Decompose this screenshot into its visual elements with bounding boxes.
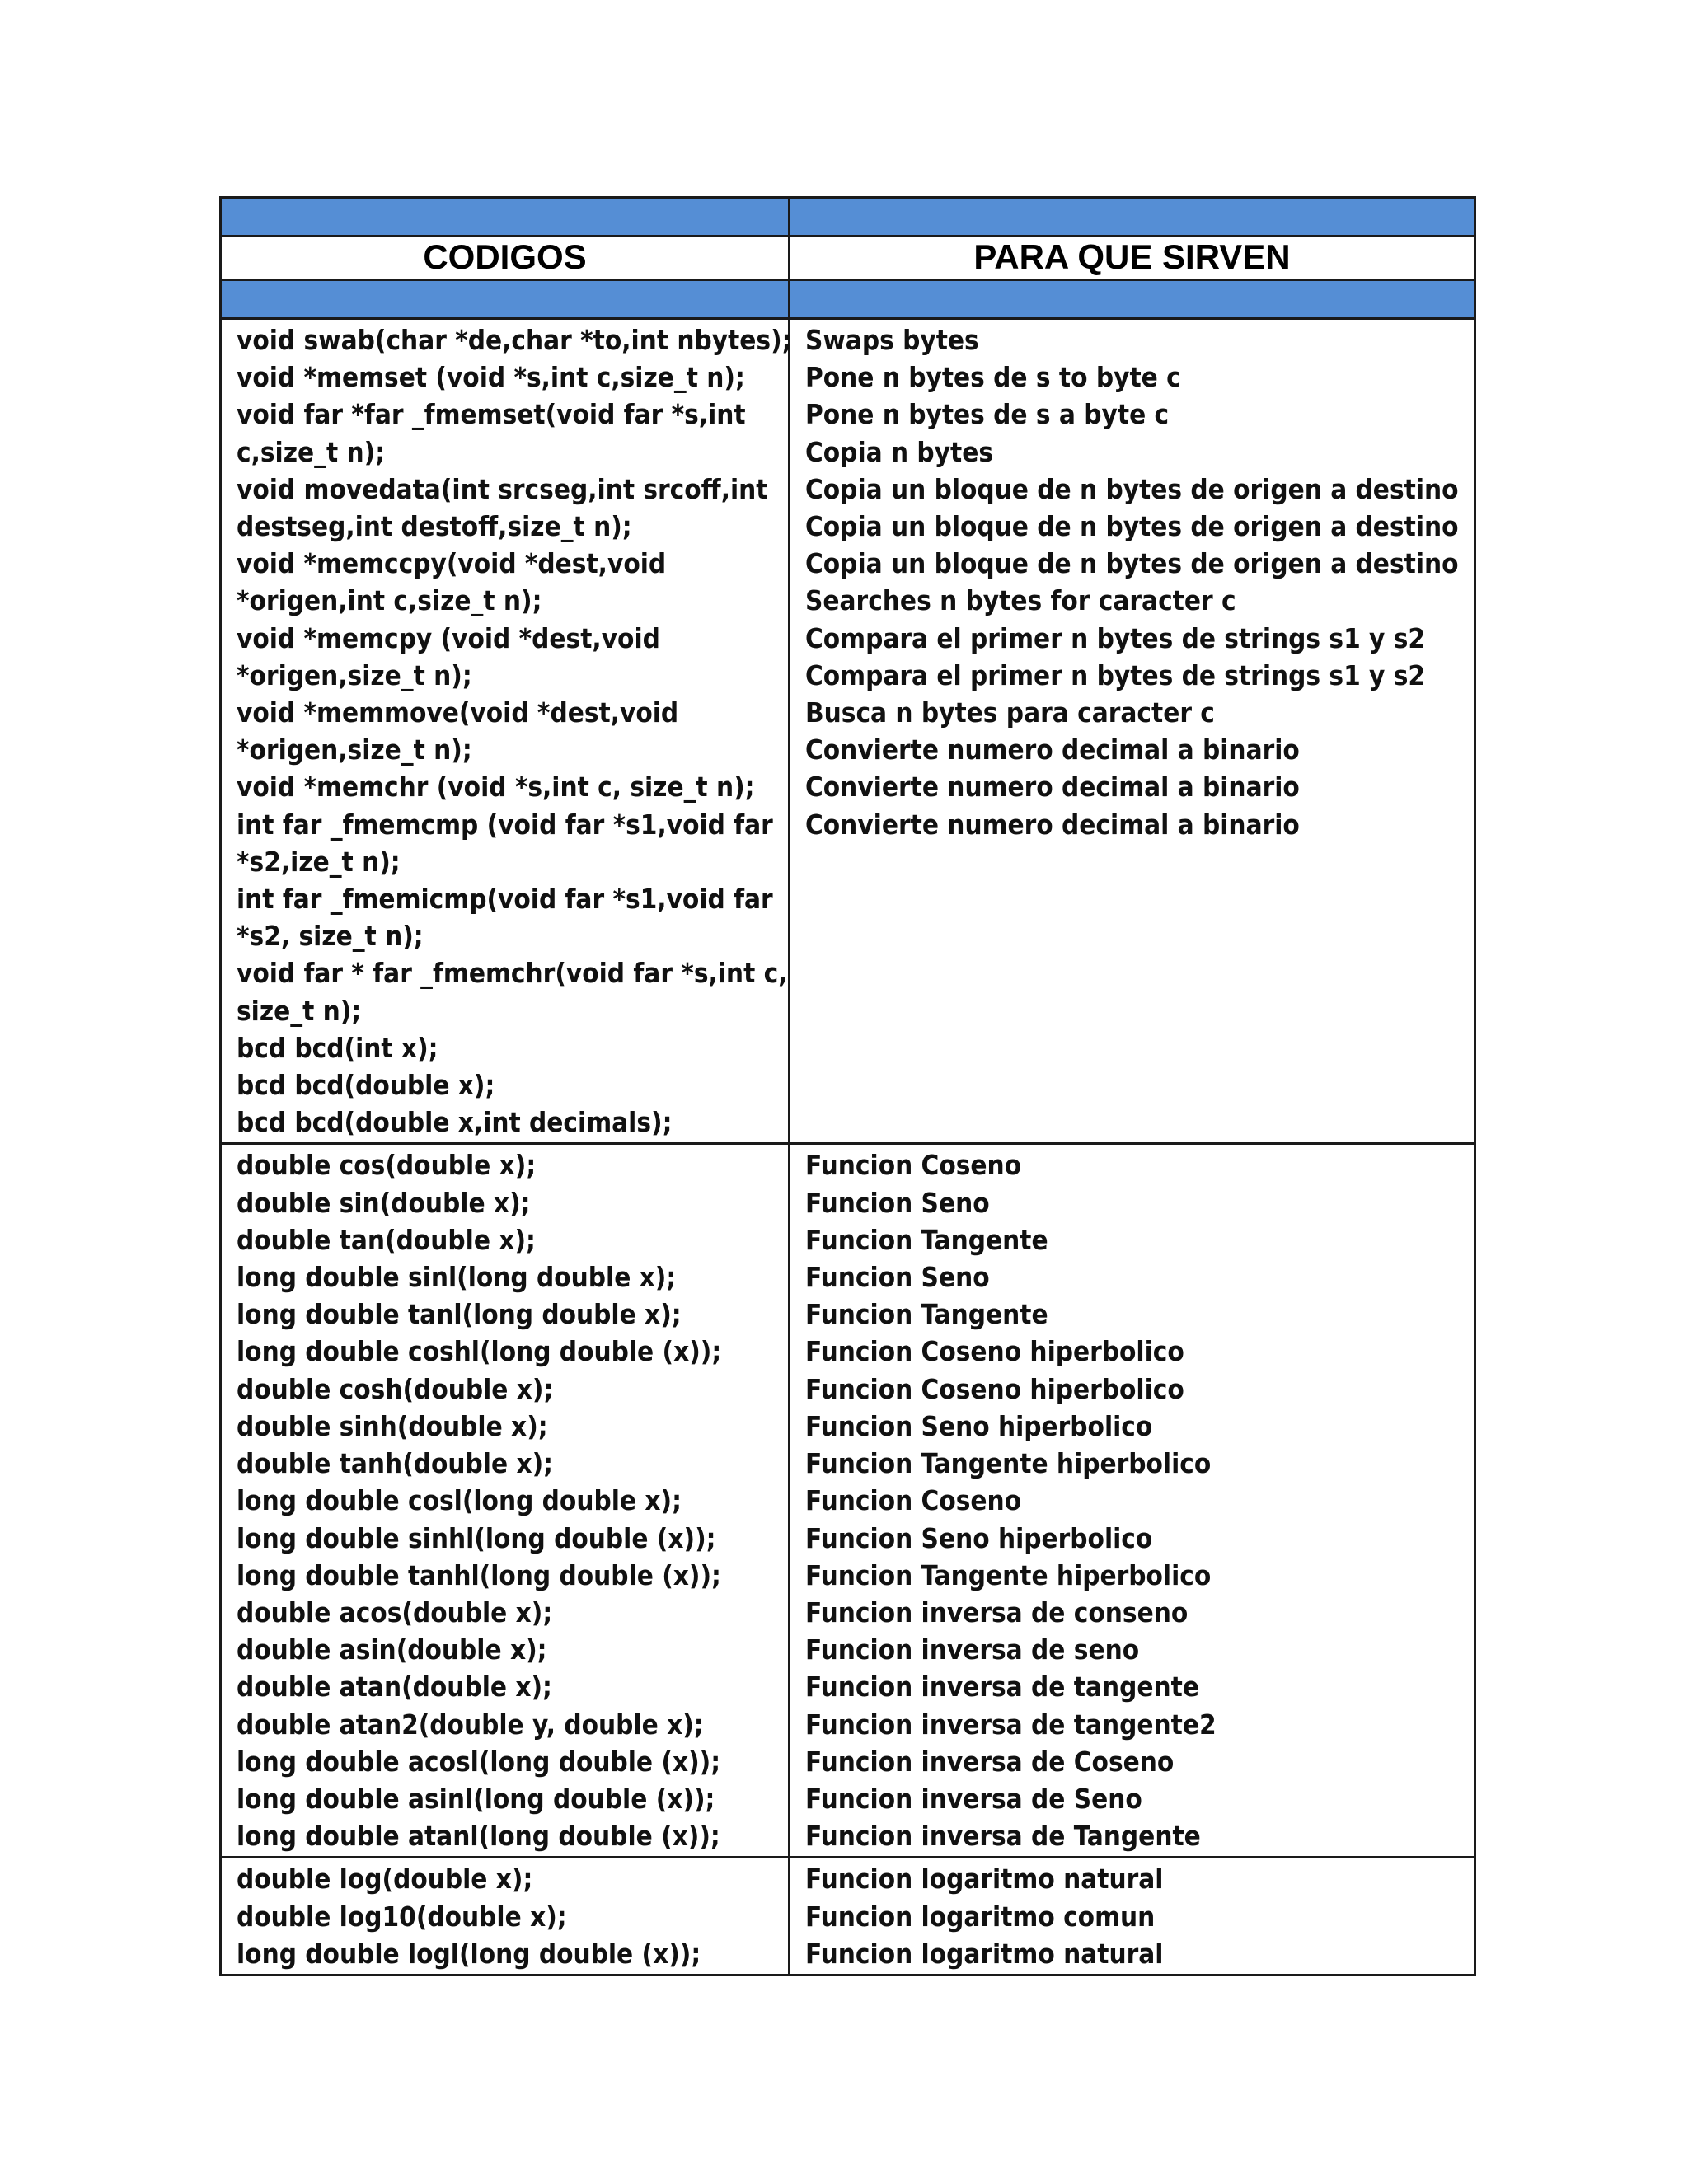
text-line: *s2, size_t n); [237, 920, 424, 953]
text-line: Funcion Seno hiperbolico [805, 1409, 1153, 1442]
section-log [221, 1858, 1475, 1975]
text-line: Busca n bytes para caracter c [805, 696, 1215, 729]
text-line: long double logl(long double (x)); [237, 1937, 701, 1970]
text-line: Convierte numero decimal a binario [805, 771, 1300, 804]
text-line: void far *far _fmemset(void far *s,int [237, 398, 746, 431]
text-line: double cos(double x); [237, 1149, 537, 1182]
text-line: Compara el primer n bytes de strings s1 y s2 [805, 621, 1426, 654]
text-line: Convierte numero decimal a binario [805, 808, 1300, 841]
text-line: void *memcpy (void *dest,void [237, 621, 660, 654]
text-line: Funcion Coseno [805, 1149, 1022, 1182]
text-line: void *memchr (void *s,int c, size_t n); [237, 771, 755, 804]
text-line: Funcion Coseno hiperbolico [805, 1335, 1184, 1368]
text-line: long double atanl(long double (x)); [237, 1820, 720, 1853]
text-line: Swaps bytes [805, 324, 979, 356]
text-line: double log10(double x); [237, 1900, 567, 1933]
text-line: Funcion logaritmo comun [805, 1900, 1156, 1933]
band-cell [790, 280, 1475, 319]
text-line: void movedata(int srcseg,int srcoff,int [237, 472, 768, 505]
text-line: double acos(double x); [237, 1596, 553, 1629]
text-line: Funcion Tangente hiperbolico [805, 1558, 1212, 1591]
text-line: *s2,ize_t n); [237, 845, 401, 878]
text-line: Funcion Tangente [805, 1298, 1048, 1331]
header-row [221, 237, 1475, 280]
band-cell [790, 198, 1475, 237]
text-line: Funcion inversa de Coseno [805, 1745, 1175, 1778]
purpose-cell [790, 1858, 1475, 1975]
section-trig [221, 1144, 1475, 1858]
text-line: Pone n bytes de s a byte c [805, 398, 1170, 431]
text-line: double tanh(double x); [237, 1447, 554, 1480]
text-line: long double coshl(long double (x)); [237, 1335, 722, 1368]
purpose-cell [790, 1144, 1475, 1858]
text-line: double sin(double x); [237, 1186, 531, 1219]
text-line: *origen,size_t n); [237, 658, 472, 691]
text-line: long double tanhl(long double (x)); [237, 1558, 721, 1591]
text-line: int far _fmemicmp(void far *s1,void far [237, 883, 773, 916]
text-line: Copia n bytes [805, 435, 994, 468]
text-line: double atan2(double y, double x); [237, 1708, 704, 1741]
text-line: bcd bcd(int x); [237, 1031, 438, 1064]
text-line: Funcion Seno [805, 1261, 990, 1294]
purpose-cell [790, 319, 1475, 1144]
text-line: long double acosl(long double (x)); [237, 1745, 721, 1778]
text-line: Funcion inversa de Seno [805, 1782, 1142, 1815]
text-line: Funcion inversa de seno [805, 1633, 1140, 1666]
text-line: Pone n bytes de s to byte c [805, 361, 1181, 394]
text-line: double tan(double x); [237, 1223, 536, 1256]
codes-cell [221, 1858, 790, 1975]
text-line: int far _fmemcmp (void far *s1,void far [237, 808, 773, 841]
text-line: long double cosl(long double x); [237, 1484, 682, 1517]
text-line: void *memmove(void *dest,void [237, 696, 679, 729]
text-line: Funcion inversa de Tangente [805, 1820, 1201, 1853]
codes-cell [221, 319, 790, 1144]
section-memory [221, 319, 1475, 1144]
text-line: bcd bcd(double x,int decimals); [237, 1106, 673, 1139]
text-line: double atan(double x); [237, 1671, 552, 1704]
codes-cell [221, 1144, 790, 1858]
sub-band-row [221, 280, 1475, 319]
text-line: Copia un bloque de n bytes de origen a destino [805, 510, 1459, 543]
text-line: Copia un bloque de n bytes de origen a destino [805, 547, 1459, 580]
band-cell [221, 198, 790, 237]
text-line: void *memset (void *s,int c,size_t n); [237, 361, 745, 394]
text-line: Funcion Tangente hiperbolico [805, 1447, 1212, 1480]
text-line: Funcion logaritmo natural [805, 1937, 1164, 1970]
text-line: double cosh(double x); [237, 1372, 554, 1405]
text-line: *origen,int c,size_t n); [237, 584, 542, 617]
text-line: c,size_t n); [237, 435, 386, 468]
header-codes: CODIGOS [221, 237, 790, 280]
header-purpose: PARA QUE SIRVEN [790, 237, 1475, 280]
text-line: double log(double x); [237, 1863, 533, 1896]
text-line: Funcion inversa de conseno [805, 1596, 1189, 1629]
text-line: bcd bcd(double x); [237, 1069, 495, 1102]
functions-table [219, 196, 1476, 1976]
band-cell [221, 280, 790, 319]
text-line: long double tanl(long double x); [237, 1298, 682, 1331]
text-line: long double asinl(long double (x)); [237, 1782, 715, 1815]
text-line: double sinh(double x); [237, 1409, 548, 1442]
text-line: Copia un bloque de n bytes de origen a destino [805, 472, 1459, 505]
text-line: Funcion inversa de tangente [805, 1671, 1200, 1704]
text-line: double asin(double x); [237, 1633, 547, 1666]
text-line: long double sinhl(long double (x)); [237, 1521, 716, 1554]
text-line: long double sinl(long double x); [237, 1261, 677, 1294]
text-line: Funcion inversa de tangente2 [805, 1708, 1217, 1741]
text-line: void *memccpy(void *dest,void [237, 547, 667, 580]
text-line: void swab(char *de,char *to,int nbytes); [237, 324, 792, 356]
text-line: Funcion Coseno [805, 1484, 1022, 1517]
text-line: Searches n bytes for caracter c [805, 584, 1236, 617]
text-line: Funcion Seno [805, 1186, 990, 1219]
top-band-row [221, 198, 1475, 237]
text-line: Funcion Coseno hiperbolico [805, 1372, 1184, 1405]
text-line: destseg,int destoff,size_t n); [237, 510, 632, 543]
text-line: Funcion Seno hiperbolico [805, 1521, 1153, 1554]
text-line: void far * far _fmemchr(void far *s,int c, [237, 957, 788, 990]
text-line: Compara el primer n bytes de strings s1 y s2 [805, 658, 1426, 691]
text-line: Funcion Tangente [805, 1223, 1048, 1256]
text-line: *origen,size_t n); [237, 733, 472, 766]
text-line: Convierte numero decimal a binario [805, 733, 1300, 766]
text-line: Funcion logaritmo natural [805, 1863, 1164, 1896]
text-line: size_t n); [237, 994, 362, 1027]
